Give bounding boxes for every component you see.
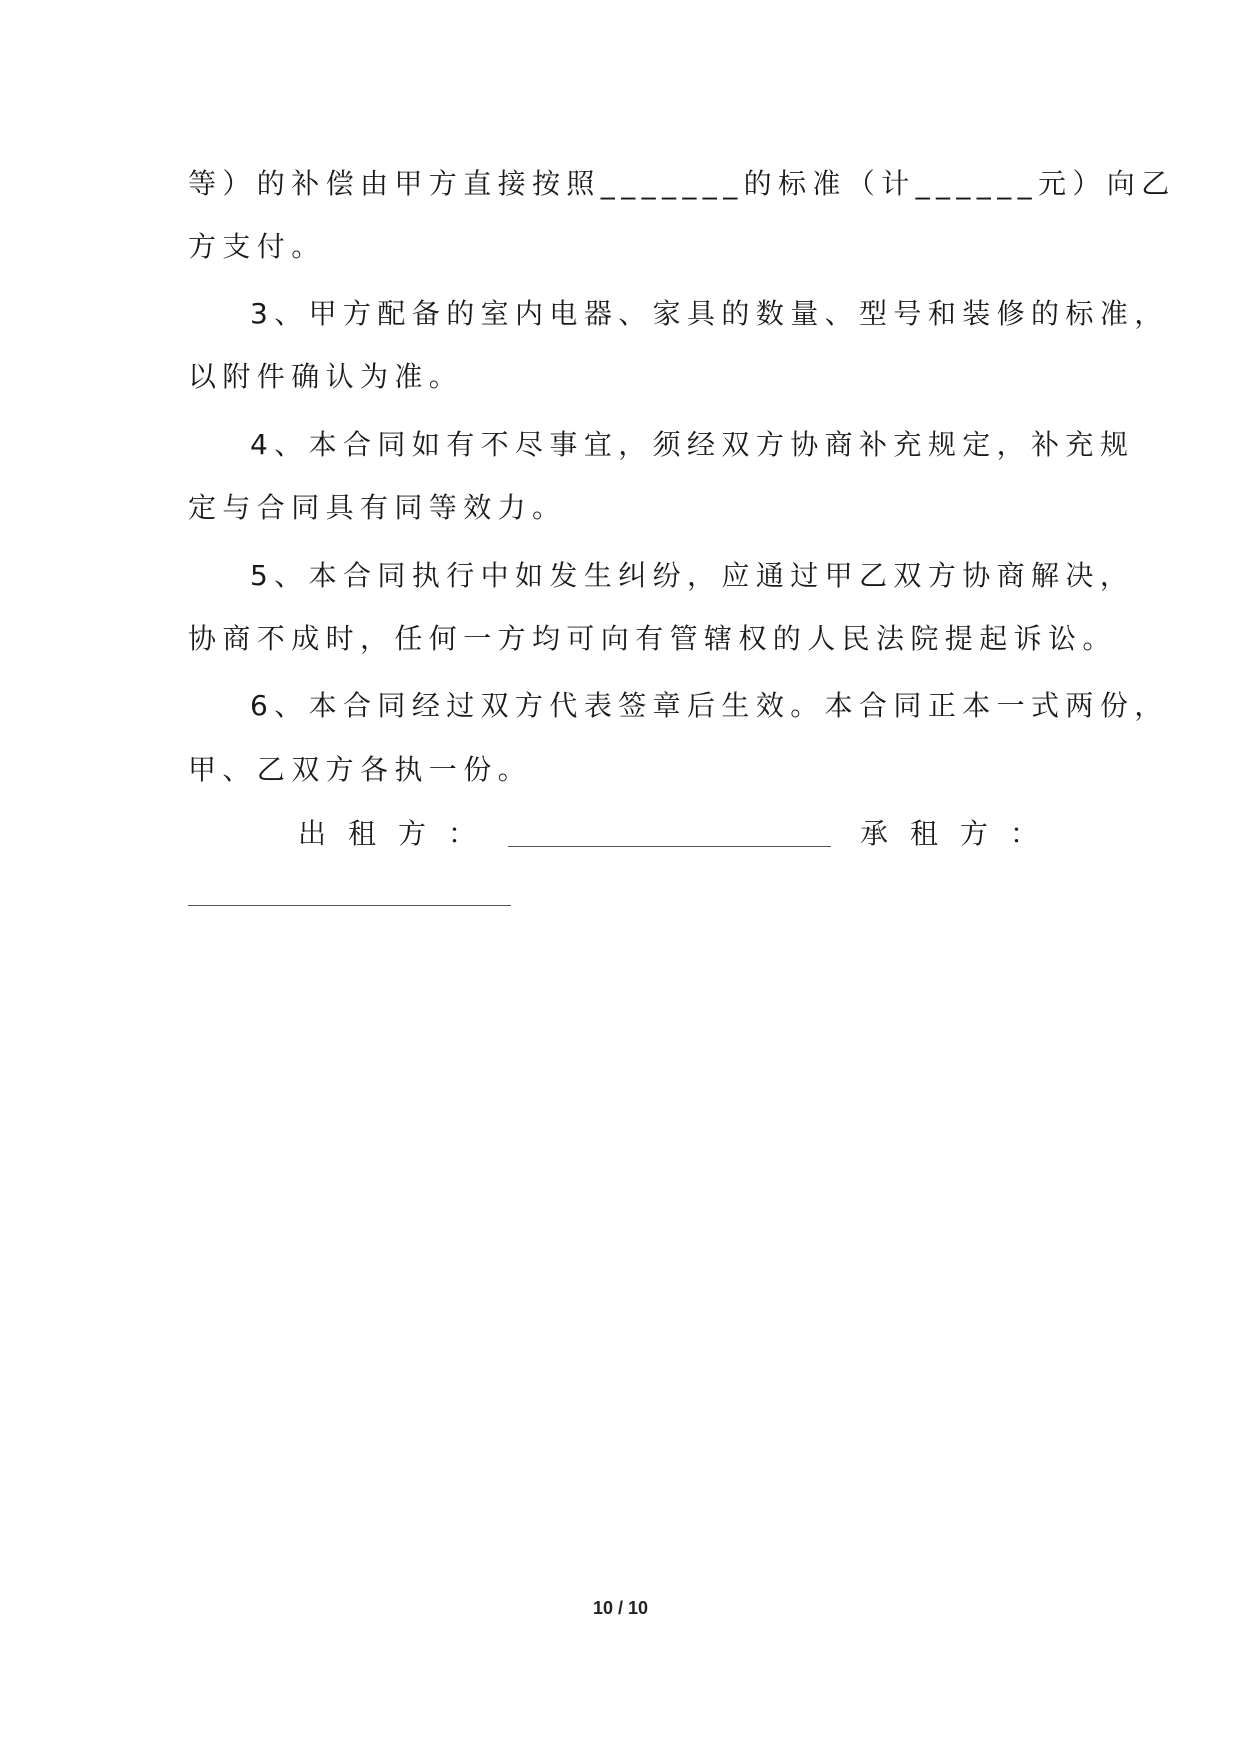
lessor-signature-line bbox=[508, 846, 831, 847]
text-line: 以附件确认为准。 bbox=[188, 360, 464, 393]
text-line: 定与合同具有同等效力。 bbox=[188, 491, 567, 524]
clause-4-line: 4、本合同如有不尽事宜，须经双方协商补充规定，补充规 bbox=[250, 428, 1135, 461]
clause-6-line: 6、本合同经过双方代表签章后生效。本合同正本一式两份， bbox=[250, 689, 1169, 722]
lessee-label: 承租方： bbox=[860, 817, 1061, 850]
clause-5-line: 5、本合同执行中如发生纠纷，应通过甲乙双方协商解决， bbox=[250, 559, 1135, 592]
text-line: 等）的补偿由甲方直接按照_______的标准（计______元）向乙 bbox=[188, 167, 1176, 200]
lessee-signature-line bbox=[188, 905, 511, 906]
page-number: 10 / 10 bbox=[592, 1598, 649, 1618]
text-line: 方支付。 bbox=[188, 230, 326, 263]
lessor-label: 出租方： bbox=[298, 817, 499, 850]
clause-3-line: 3、甲方配备的室内电器、家具的数量、型号和装修的标准， bbox=[250, 297, 1169, 330]
signature-row bbox=[0, 816, 1241, 856]
text-line: 甲、乙双方各执一份。 bbox=[188, 753, 533, 786]
text-line: 协商不成时，任何一方均可向有管辖权的人民法院提起诉讼。 bbox=[188, 622, 1117, 655]
